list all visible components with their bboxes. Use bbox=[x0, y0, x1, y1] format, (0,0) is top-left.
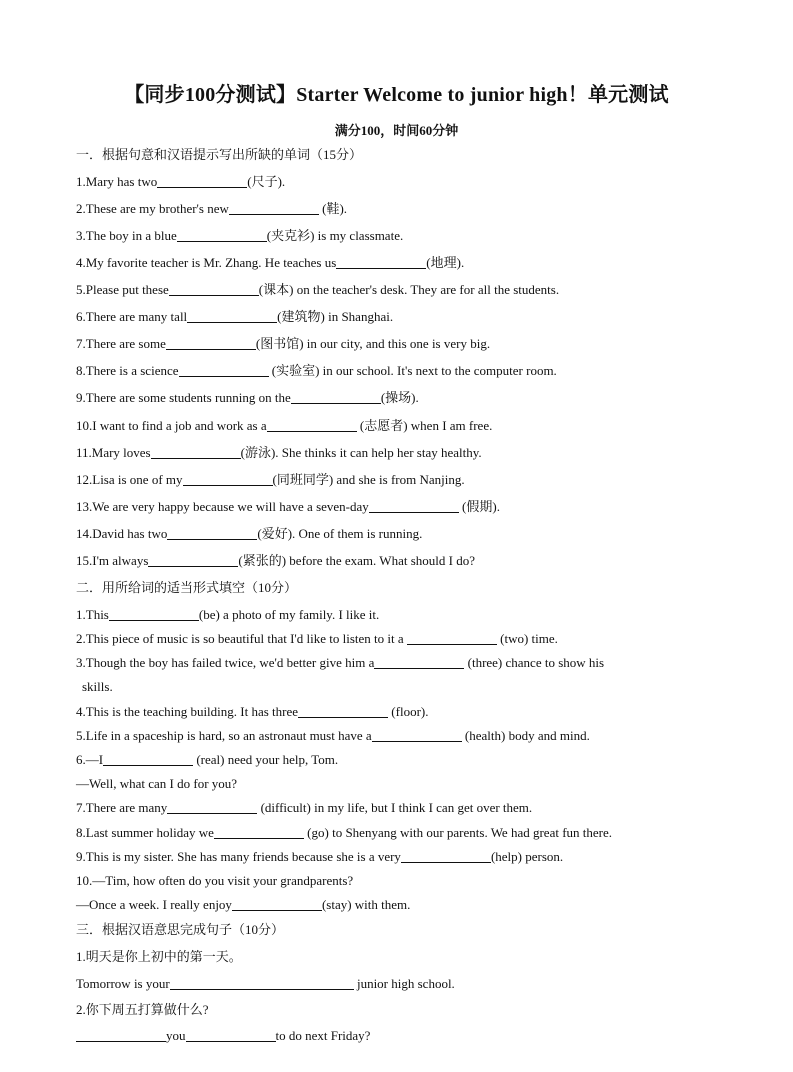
question-3-1-prompt: 1.明天是你上初中的第一天。 bbox=[76, 949, 242, 964]
question-1-15: 15.I'm always (紧张的) before the exam. What should I do? bbox=[76, 553, 475, 568]
question-1-5: 5.Please put these (课本) on the teacher's desk. They are for all the students. bbox=[76, 282, 560, 297]
answer-blank[interactable] bbox=[186, 1029, 276, 1042]
question-2-6-reply: —Well, what can I do for you? bbox=[76, 776, 238, 791]
answer-blank[interactable] bbox=[151, 446, 241, 459]
answer-blank[interactable] bbox=[229, 202, 319, 215]
answer-blank[interactable] bbox=[291, 391, 381, 404]
answer-blank[interactable] bbox=[372, 729, 462, 742]
answer-blank[interactable] bbox=[103, 753, 193, 766]
question-1-12: 12.Lisa is one of my (同班同学) and she is from Nanjing. bbox=[76, 472, 465, 487]
question-1-10: 10.I want to find a job and work as a (志愿者) when I am free. bbox=[76, 418, 493, 433]
answer-blank[interactable] bbox=[298, 705, 388, 718]
question-1-6: 6.There are many tall (建筑物) in Shanghai. bbox=[76, 309, 394, 324]
question-2-5: 5.Life in a spaceship is hard, so an astronaut must have a (health) body and mind. bbox=[76, 728, 590, 743]
answer-blank[interactable] bbox=[170, 977, 354, 990]
answer-blank[interactable] bbox=[76, 1029, 166, 1042]
question-2-3: 3.Though the boy has failed twice, we'd better give him a (three) chance to show his bbox=[76, 655, 605, 670]
question-2-1: 1.This (be) a photo of my family. I like it. bbox=[76, 607, 380, 622]
answer-blank[interactable] bbox=[407, 632, 497, 645]
question-2-9: 9.This is my sister. She has many friends because she is a very (help) person. bbox=[76, 849, 564, 864]
answer-blank[interactable] bbox=[401, 850, 491, 863]
question-1-8: 8.There is a science (实验室) in our school. It's next to the computer room. bbox=[76, 363, 557, 378]
answer-blank[interactable] bbox=[166, 337, 256, 350]
page-subtitle: 满分100，时间60分钟 bbox=[334, 123, 459, 138]
answer-blank[interactable] bbox=[183, 473, 273, 486]
question-1-4: 4.My favorite teacher is Mr. Zhang. He teaches us (地理). bbox=[76, 255, 465, 270]
answer-blank[interactable] bbox=[374, 656, 464, 669]
question-3-2: you to do next Friday? bbox=[76, 1028, 370, 1044]
question-1-2: 2.These are my brother's new (鞋). bbox=[76, 201, 348, 216]
question-1-11: 11.Mary loves (游泳). She thinks it can help her stay healthy. bbox=[76, 445, 482, 460]
answer-blank[interactable] bbox=[169, 283, 259, 296]
question-2-10: 10.—Tim, how often do you visit your grandparents? bbox=[76, 873, 354, 888]
answer-blank[interactable] bbox=[214, 826, 304, 839]
section-2-heading: 二．用所给词的适当形式填空（10分） bbox=[76, 580, 298, 595]
section-1-heading: 一．根据句意和汉语提示写出所缺的单词（15分） bbox=[76, 147, 363, 162]
question-3-2-prompt: 2.你下周五打算做什么? bbox=[76, 1002, 209, 1017]
answer-blank[interactable] bbox=[177, 229, 267, 242]
question-2-2: 2.This piece of music is so beautiful that I'd like to listen to it a (two) time. bbox=[76, 631, 558, 646]
page-title: 【同步100分测试】Starter Welcome to junior high！单元测试 bbox=[124, 84, 669, 106]
question-1-9: 9.There are some students running on the (操场). bbox=[76, 390, 419, 405]
question-1-1: 1.Mary has two (尺子). bbox=[76, 174, 286, 189]
question-2-7: 7.There are many (difficult) in my life, but I think I can get over them. bbox=[76, 800, 533, 815]
answer-blank[interactable] bbox=[267, 419, 357, 432]
question-1-14: 14.David has two (爱好). One of them is running. bbox=[76, 526, 423, 541]
question-2-4: 4.This is the teaching building. It has three (floor). bbox=[76, 704, 429, 719]
question-2-8: 8.Last summer holiday we (go) to Shenyang with our parents. We had great fun there. bbox=[76, 825, 613, 840]
answer-blank[interactable] bbox=[232, 898, 322, 911]
question-1-3: 3.The boy in a blue (夹克衫) is my classmate. bbox=[76, 228, 404, 243]
answer-blank[interactable] bbox=[187, 310, 277, 323]
answer-blank[interactable] bbox=[148, 554, 238, 567]
answer-blank[interactable] bbox=[336, 256, 426, 269]
question-2-10-reply: —Once a week. I really enjoy (stay) with them. bbox=[76, 897, 411, 912]
question-2-3-continued: skills. bbox=[82, 679, 113, 694]
question-3-1: Tomorrow is your junior high school. bbox=[76, 976, 455, 991]
answer-blank[interactable] bbox=[109, 608, 199, 621]
question-1-13: 13.We are very happy because we will have a seven-day (假期). bbox=[76, 499, 500, 514]
answer-blank[interactable] bbox=[369, 500, 459, 513]
answer-blank[interactable] bbox=[157, 175, 247, 188]
answer-blank[interactable] bbox=[167, 527, 257, 540]
question-1-7: 7.There are some (图书馆) in our city, and this one is very big. bbox=[76, 336, 491, 351]
section-3-heading: 三．根据汉语意思完成句子（10分） bbox=[76, 922, 285, 937]
question-2-6: 6.—I (real) need your help, Tom. bbox=[76, 752, 339, 767]
answer-blank[interactable] bbox=[179, 364, 269, 377]
answer-blank[interactable] bbox=[167, 801, 257, 814]
